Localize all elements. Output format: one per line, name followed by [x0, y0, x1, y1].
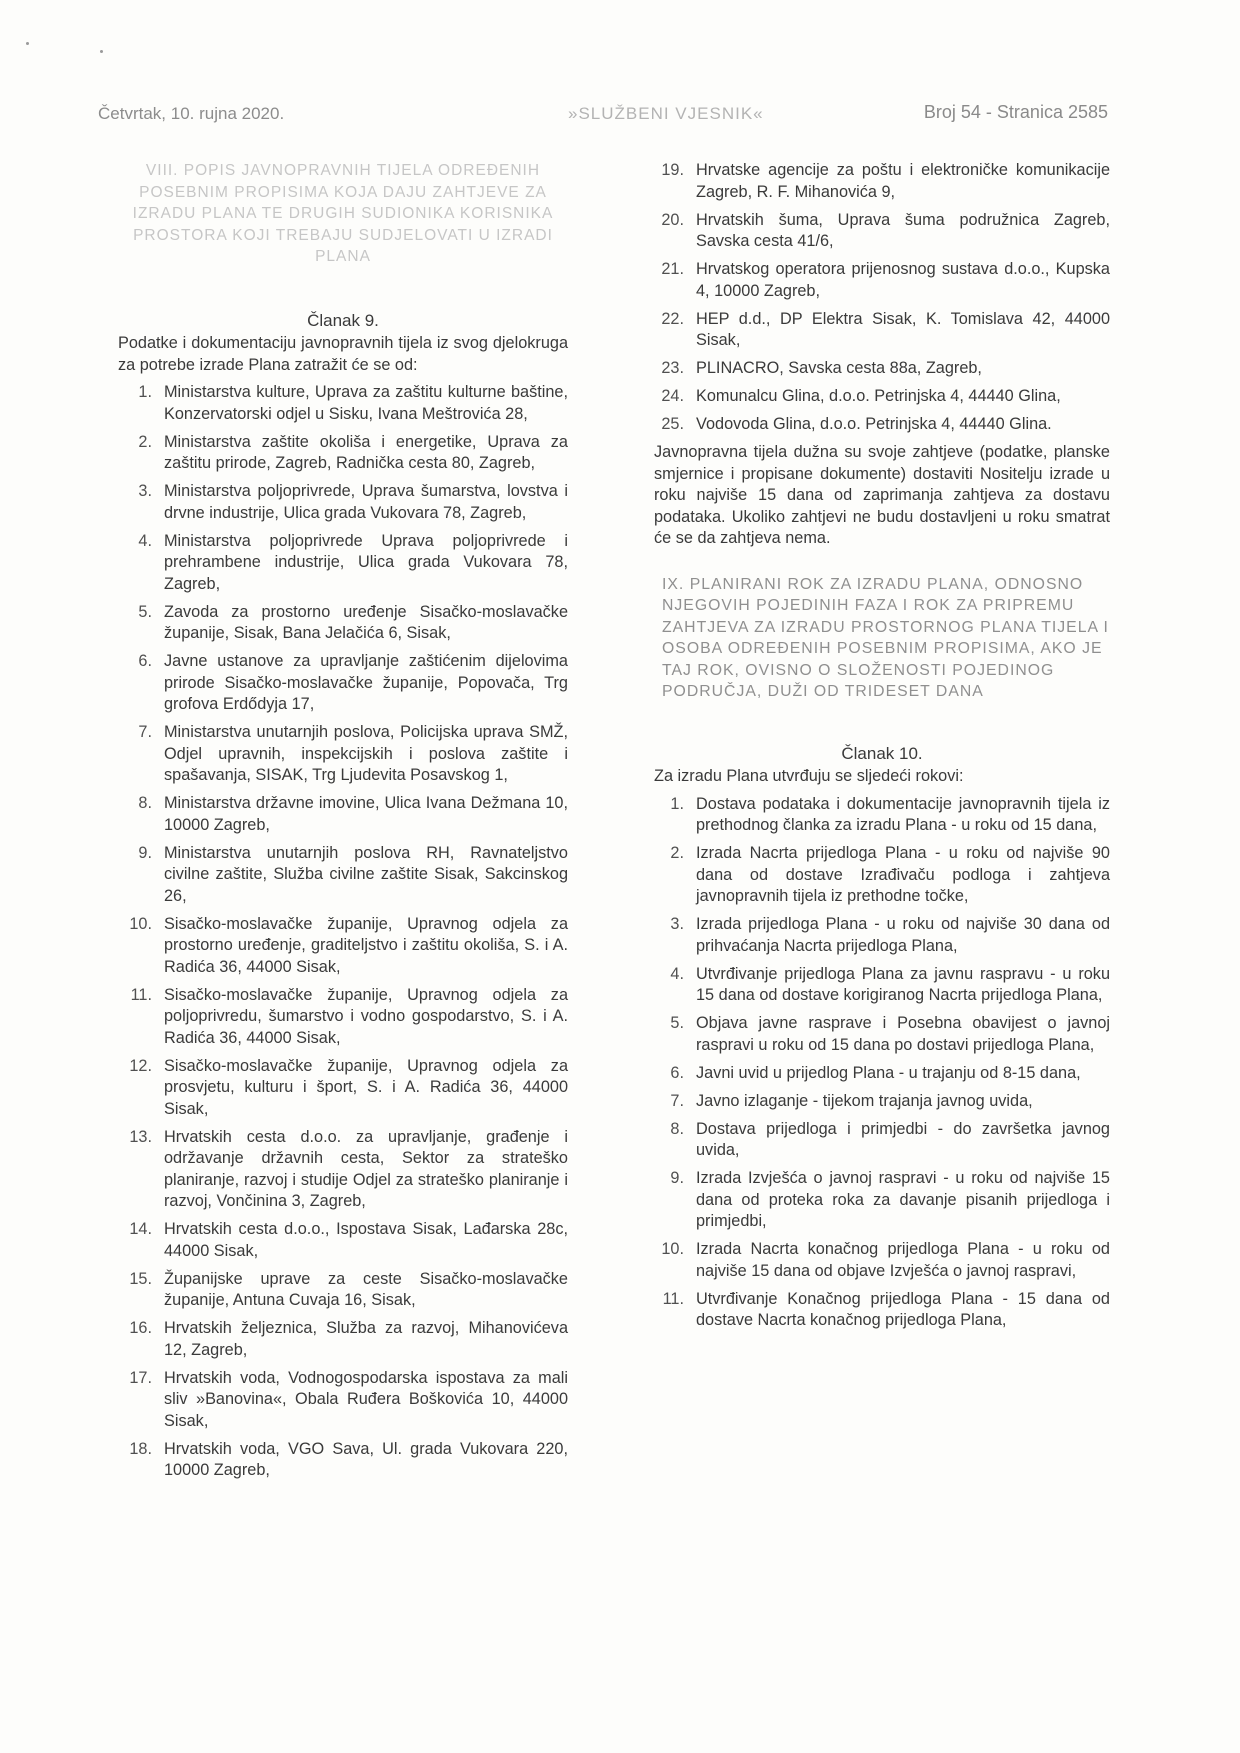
list-item-text: Ministarstva državne imovine, Ulica Ivana Dežmana 10, 10000 Zagreb, — [164, 794, 568, 834]
list-item-text: Komunalcu Glina, d.o.o. Petrinjska 4, 44440 Glina, — [696, 387, 1061, 405]
list-item-number: 11. — [130, 985, 152, 1004]
list-item-number: 5. — [138, 602, 152, 621]
list-item-number: 13. — [129, 1127, 152, 1146]
article-10-title: Članak 10. — [841, 743, 923, 763]
scan-speck — [100, 50, 103, 53]
list-item — [654, 964, 1110, 1007]
list-item-number: 3. — [138, 482, 152, 500]
list-item-text: Hrvatskih željeznica, Služba za razvoj, Mihanovićeva 12, Zagreb, — [164, 1319, 568, 1359]
list-item — [654, 794, 1110, 837]
list-item-number: 5. — [670, 1014, 684, 1032]
list-item-text: Sisačko-moslavačke županije, Upravnog odjela za prosvjetu, kulturu i šport, S. i A. Radića 36, 44000 Sisak, — [164, 1056, 568, 1118]
list-item — [654, 914, 1110, 957]
list-item-number: 8. — [138, 794, 152, 812]
list-item-number: 21. — [661, 260, 684, 278]
list-item-number: 7. — [670, 1091, 684, 1110]
list-item-text: Dostava podataka i dokumentacije javnopravnih tijela iz prethodnog članka za izradu Plana - u roku od 15 dana, — [696, 794, 1110, 834]
list-item-text: Ministarstva unutarnjih poslova, Policijska uprava SMŽ, Odjel upravnih, inspekcijskih i poslova zaštite i spašavanja, SISAK, Trg Ljudevita Posavskog 1, — [164, 723, 568, 784]
list-item — [112, 481, 568, 524]
authority-list-continued — [654, 160, 1110, 436]
list-item-number: 7. — [138, 723, 152, 741]
list-item-number: 12. — [129, 1056, 152, 1075]
list-item-text: Ministarstva poljoprivrede, Uprava šumarstva, lovstva i drvne industrije, Ulica grada Vukovara 78, Zagreb, — [164, 482, 568, 522]
list-item — [112, 651, 568, 716]
list-item-text: Hrvatskih šuma, Uprava šuma podružnica Zagreb, Savska cesta 41/6, — [696, 210, 1110, 250]
list-item — [654, 358, 1110, 380]
list-item-number: 2. — [138, 432, 152, 451]
list-item-text: Javne ustanove za upravljanje zaštićenim dijelovima prirode Sisačko-moslavačke županije, Popovača, Trg grofova Erdődyja 17, — [164, 652, 568, 713]
list-item — [112, 843, 568, 908]
header-page-number: Broj 54 - Stranica 2585 — [923, 102, 1108, 122]
list-item — [112, 1127, 568, 1213]
list-item-text: Objava javne rasprave i Posebna obavijest o javnoj raspravi u roku od 15 dana po dostavi prijedloga Plana, — [696, 1014, 1110, 1054]
list-item — [654, 1168, 1110, 1233]
list-item-text: Izrada Izvješća o javnoj raspravi - u roku od najviše 15 dana od proteka roka za davanje pisanih prijedloga i primjedbi, — [696, 1169, 1110, 1230]
list-item-text: Javni uvid u prijedlog Plana - u trajanju od 8-15 dana, — [696, 1063, 1081, 1082]
list-item — [654, 1063, 1110, 1085]
left-column — [118, 160, 568, 1488]
list-item — [112, 1219, 568, 1262]
list-item-text: Utvrđivanje prijedloga Plana za javnu raspravu - u roku 15 dana od dostave korigiranog Nacrta prijedloga Plana, — [696, 964, 1110, 1004]
list-item — [654, 1239, 1110, 1282]
list-item-text: Izrada Nacrta konačnog prijedloga Plana - u roku od najviše 15 dana od objave Izvješća o javnoj raspravi, — [696, 1240, 1110, 1280]
list-item-text: Hrvatskih cesta d.o.o., Ispostava Sisak, Lađarska 28c, 44000 Sisak, — [164, 1220, 568, 1260]
list-item-number: 18. — [129, 1439, 152, 1458]
list-item — [654, 210, 1110, 253]
list-item-text: Hrvatskog operatora prijenosnog sustava d.o.o., Kupska 4, 10000 Zagreb, — [696, 260, 1110, 300]
list-item-text: Ministarstva unutarnjih poslova RH, Ravnateljstvo civilne zaštite, Služba civilne zaštite Sisak, Sakcinskog 26, — [164, 843, 568, 905]
list-item-number: 4. — [670, 964, 684, 983]
list-item-text: Županijske uprave za ceste Sisačko-moslavačke županije, Antuna Cuvaja 16, Sisak, — [164, 1269, 568, 1309]
list-item-text: Ministarstva poljoprivrede Uprava poljoprivrede i prehrambene industrije, Ulica grada Vukovara 78, Zagreb, — [164, 531, 568, 593]
list-item-text: Sisačko-moslavačke županije, Upravnog odjela za prostorno uređenje, graditeljstvo i zaštitu okoliša, S. i A. Radića 36, 44000 Sisak, — [164, 914, 568, 976]
list-item-number: 11. — [662, 1289, 684, 1308]
list-item-number: 6. — [138, 652, 152, 670]
list-item-number: 25. — [661, 415, 684, 433]
list-item-number: 10. — [661, 1240, 684, 1258]
list-item-number: 17. — [129, 1368, 152, 1387]
list-item — [112, 1269, 568, 1312]
list-item — [112, 914, 568, 979]
list-item — [112, 531, 568, 596]
list-item-text: HEP d.d., DP Elektra Sisak, K. Tomislava 42, 44000 Sisak, — [696, 309, 1110, 349]
list-item — [654, 309, 1110, 352]
header-publication: »SLUŽBENI VJESNIK« — [568, 104, 764, 123]
list-item-number: 20. — [661, 210, 684, 229]
list-item — [112, 1056, 568, 1121]
list-item — [112, 1368, 568, 1433]
list-item-number: 2. — [670, 844, 684, 862]
list-item-text: Hrvatskih cesta d.o.o. za upravljanje, građenje i održavanje državnih cesta, Sektor za strateško planiranje, razvoj i studije Odjel za strateško planiranje i razvoj, Vončinina 3, Zagreb, — [164, 1127, 568, 1210]
list-item-number: 1. — [138, 383, 152, 401]
list-item-number: 16. — [129, 1319, 152, 1337]
list-item — [112, 1318, 568, 1361]
article-9-intro: Podatke i dokumentaciju javnopravnih tijela iz svog djelokruga za potrebe izrade Plana zatražit će se od: — [118, 334, 568, 374]
article-9-title: Članak 9. — [307, 310, 379, 330]
list-item-number: 6. — [670, 1063, 684, 1082]
page-header — [98, 100, 1108, 128]
list-item — [654, 1119, 1110, 1162]
list-item-number: 22. — [661, 309, 684, 328]
scan-speck — [26, 42, 29, 45]
list-item-number: 3. — [670, 915, 684, 933]
section-heading-ix: IX. PLANIRANI ROK ZA IZRADU PLANA, ODNOSNO NJEGOVIH POJEDINIH FAZA I ROK ZA PRIPREMU ZAHTJEVA ZA IZRADU PROSTORNOG PLANA TIJELA I OSOBA ODREĐENIH POSEBNIM PROPISIMA, AKO JE TAJ ROK, OVISNO O SLOŽENOSTI POJEDINOG PODRUČJA, DUŽI OD TRIDESET DANA — [662, 575, 1109, 700]
list-item-text: Hrvatske agencije za poštu i elektroničke komunikacije Zagreb, R. F. Mihanovića 9, — [696, 161, 1110, 201]
list-item — [112, 432, 568, 475]
list-item — [654, 1091, 1110, 1113]
list-item-text: Dostava prijedloga i primjedbi - do završetka javnog uvida, — [696, 1119, 1110, 1159]
list-item — [654, 386, 1110, 408]
list-item-number: 15. — [129, 1269, 152, 1288]
list-item-text: Izrada prijedloga Plana - u roku od najviše 30 dana od prihvaćanja Nacrta prijedloga Plana, — [696, 915, 1110, 955]
list-item-text: Izrada Nacrta prijedloga Plana - u roku od najviše 90 dana od dostave Izrađivaču podloga i zahtjeva javnopravnih tijela iz prethodne točke, — [696, 844, 1110, 905]
list-item — [654, 843, 1110, 908]
list-item-number: 9. — [670, 1169, 684, 1187]
list-item-number: 8. — [670, 1119, 684, 1138]
list-item-number: 1. — [670, 794, 684, 813]
list-item-text: Hrvatskih voda, VGO Sava, Ul. grada Vukovara 220, 10000 Zagreb, — [164, 1439, 568, 1479]
list-item-text: Ministarstva zaštite okoliša i energetike, Uprava za zaštitu prirode, Zagreb, Radnička cesta 80, Zagreb, — [164, 432, 568, 472]
right-column — [654, 160, 1110, 1338]
list-item-number: 4. — [138, 531, 152, 550]
article-10-intro: Za izradu Plana utvrđuju se sljedeći rokovi: — [654, 767, 964, 785]
list-item — [112, 602, 568, 645]
list-item-number: 24. — [661, 387, 684, 405]
list-item-text: PLINACRO, Savska cesta 88a, Zagreb, — [696, 359, 982, 377]
list-item-text: Utvrđivanje Konačnog prijedloga Plana - 15 dana od dostave Nacrta konačnog prijedloga Plana, — [696, 1289, 1110, 1329]
list-item — [112, 1439, 568, 1482]
list-item-number: 23. — [661, 359, 684, 377]
list-item — [654, 259, 1110, 302]
authority-list — [118, 382, 568, 1482]
section-heading-viii: VIII. POPIS JAVNOPRAVNIH TIJELA ODREĐENIH POSEBNIM PROPISIMA KOJA DAJU ZAHTJEVE ZA IZRADU PLANA TE DRUGIH SUDIONIKA KORISNIKA PROSTORA KOJI TREBAJU SUDJELOVATI U IZRADI PLANA — [132, 162, 554, 265]
list-item-text: Zavoda za prostorno uređenje Sisačko-moslavačke županije, Sisak, Bana Jelačića 6, Sisak, — [164, 602, 568, 642]
list-item — [654, 1289, 1110, 1332]
list-item-text: Ministarstva kulture, Uprava za zaštitu kulturne baštine, Konzervatorski odjel u Sisku, Ivana Meštrovića 28, — [164, 383, 568, 423]
list-item — [654, 160, 1110, 203]
header-date: Četvrtak, 10. rujna 2020. — [98, 104, 285, 123]
list-item — [654, 1013, 1110, 1056]
list-item — [112, 985, 568, 1050]
list-item — [112, 382, 568, 425]
list-item — [654, 414, 1110, 436]
list-item — [112, 722, 568, 787]
deadline-list — [654, 794, 1110, 1332]
list-item-text: Hrvatskih voda, Vodnogospodarska ispostava za mali sliv »Banovina«, Obala Ruđera Boškovića 10, 44000 Sisak, — [164, 1368, 568, 1430]
article-9-closing: Javnopravna tijela dužna su svoje zahtjeve (podatke, planske smjernice i propisane dokumente) dostaviti Nositelju izrade u roku najviše 15 dana od zaprimanja zahtjeva za dostavu podataka. Ukoliko zahtjevi ne budu dostavljeni u roku smatrat će se da zahtjeva nema. — [654, 443, 1110, 547]
list-item-number: 14. — [129, 1220, 152, 1238]
list-item-text: Sisačko-moslavačke županije, Upravnog odjela za poljoprivredu, šumarstvo i vodno gospodarstvo, S. i A. Radića 36, 44000 Sisak, — [164, 985, 568, 1047]
list-item-text: Javno izlaganje - tijekom trajanja javnog uvida, — [696, 1091, 1033, 1110]
list-item-number: 19. — [661, 161, 684, 179]
list-item-text: Vodovoda Glina, d.o.o. Petrinjska 4, 44440 Glina. — [696, 415, 1052, 433]
list-item — [112, 793, 568, 836]
list-item-number: 10. — [129, 914, 152, 933]
list-item-number: 9. — [138, 843, 152, 862]
